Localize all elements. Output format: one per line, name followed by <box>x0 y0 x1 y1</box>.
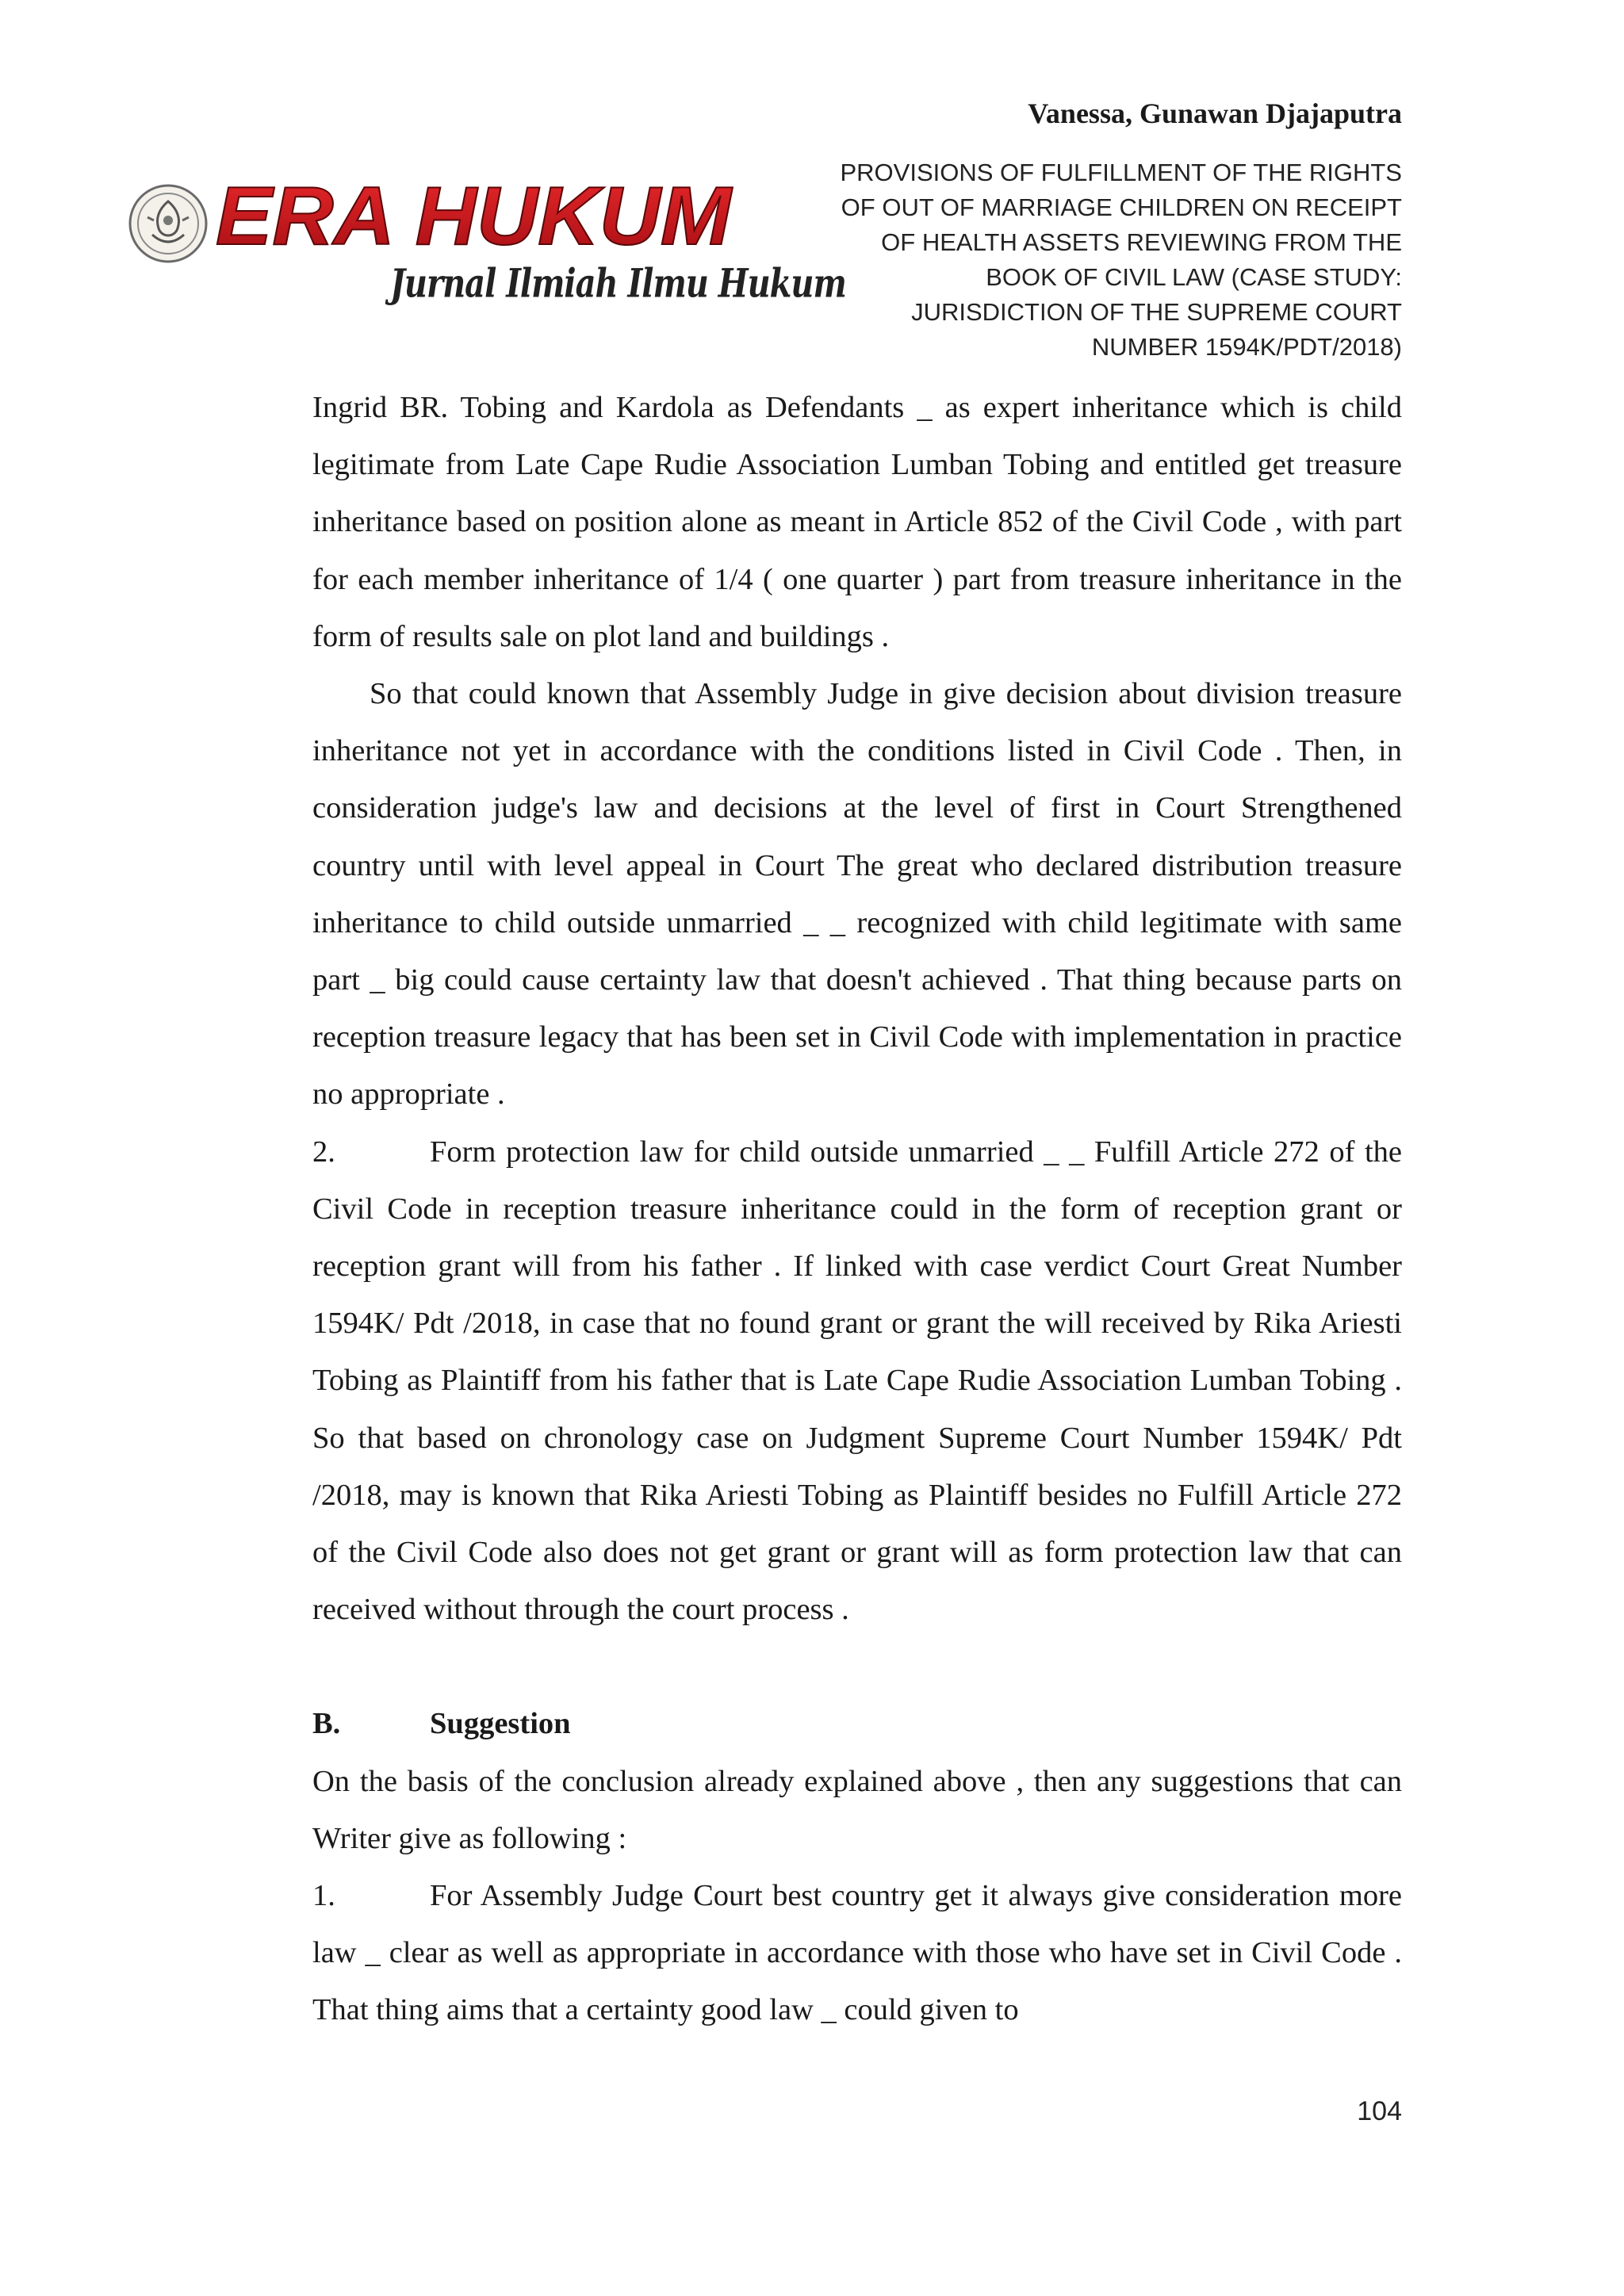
section-title: Suggestion <box>430 1707 571 1741</box>
author-name: Vanessa, Gunawan Djajaputra <box>1028 98 1402 129</box>
item-number: 1. <box>312 1879 335 1913</box>
journal-logo <box>127 171 846 322</box>
body-paragraph: So that could known that Assembly Judge in give decision about division treasure inheritance not yet in accordance with the conditions listed in Civil Code . Then, in consideration judge's law and decisions at the level of first in Court Strengthened country until with level appeal in Court The great who declared distribution treasure inheritance to child outside unmarried _ _ recognized with child legitimate with same part _ big could cause certainty law that doesn't achieved . That thing because parts on reception treasure legacy that has been set in Civil Code with implementation in practice no appropriate . <box>312 677 1402 1112</box>
item-text: Form protection law for child outside unmarried _ _ Fulfill Article 272 of the Civil Code in reception treasure inheritance could in the form of reception grant or reception grant will from his father . If linked with case verdict Court Great Number 1594K/ Pdt /2018, in case that no found grant or grant the will received by Rika Ariesti Tobing as Plaintiff from his father that is Late Cape Rudie Association Lumban Tobing . So that based on chronology case on Judgment Supreme Court Number 1594K/ Pdt /2018, may is known that Rika Ariesti Tobing as Plaintiff besides no Fulfill Article 272 of the Civil Code also does not get grant or grant will as form protection law that can received without through the court process . <box>312 1135 1402 1627</box>
numbered-item <box>312 1867 1402 2039</box>
section-heading <box>312 1695 1402 1752</box>
running-title-line: NUMBER 1594K/PDT/2018) <box>1091 333 1402 361</box>
running-title-line: JURISDICTION OF THE SUPREME COURT <box>911 298 1402 326</box>
item-text: For Assembly Judge Court best country get it always give consideration more law _ clear as well as appropriate in accordance with those who have set in Civil Code . That thing aims that a certainty good law _ could given to <box>312 1879 1402 2027</box>
running-title <box>752 155 1402 365</box>
running-title-line: OF OUT OF MARRIAGE CHILDREN ON RECEIPT <box>841 193 1402 221</box>
item-number: 2. <box>312 1135 335 1169</box>
body-paragraph: On the basis of the conclusion already explained above , then any suggestions that can Writer give as following : <box>312 1764 1402 1855</box>
journal-tagline: Jurnal Ilmiah Ilmu Hukum <box>390 260 846 307</box>
page-number: 104 <box>1357 2096 1402 2126</box>
section-spacer <box>312 1638 1402 1695</box>
seal-emblem-icon <box>127 182 209 265</box>
brand-text: ERA HUKUM <box>216 171 733 258</box>
article-body <box>312 379 1402 2039</box>
brand-wordmark <box>213 171 736 258</box>
running-title-line: BOOK OF CIVIL LAW (CASE STUDY: <box>986 263 1402 291</box>
numbered-item <box>312 1123 1402 1639</box>
running-title-line: PROVISIONS OF FULFILLMENT OF THE RIGHTS <box>840 159 1402 186</box>
body-paragraph: Ingrid BR. Tobing and Kardola as Defendants _ as expert inheritance which is child legitimate from Late Cape Rudie Association Lumban Tobing and entitled get treasure inheritance based on position alone as meant in Article 852 of the Civil Code , with part for each member inheritance of 1/4 ( one quarter ) part from treasure inheritance in the form of results sale on plot land and buildings . <box>312 391 1402 653</box>
running-title-line: OF HEALTH ASSETS REVIEWING FROM THE <box>881 228 1402 256</box>
section-letter: B. <box>312 1707 341 1741</box>
